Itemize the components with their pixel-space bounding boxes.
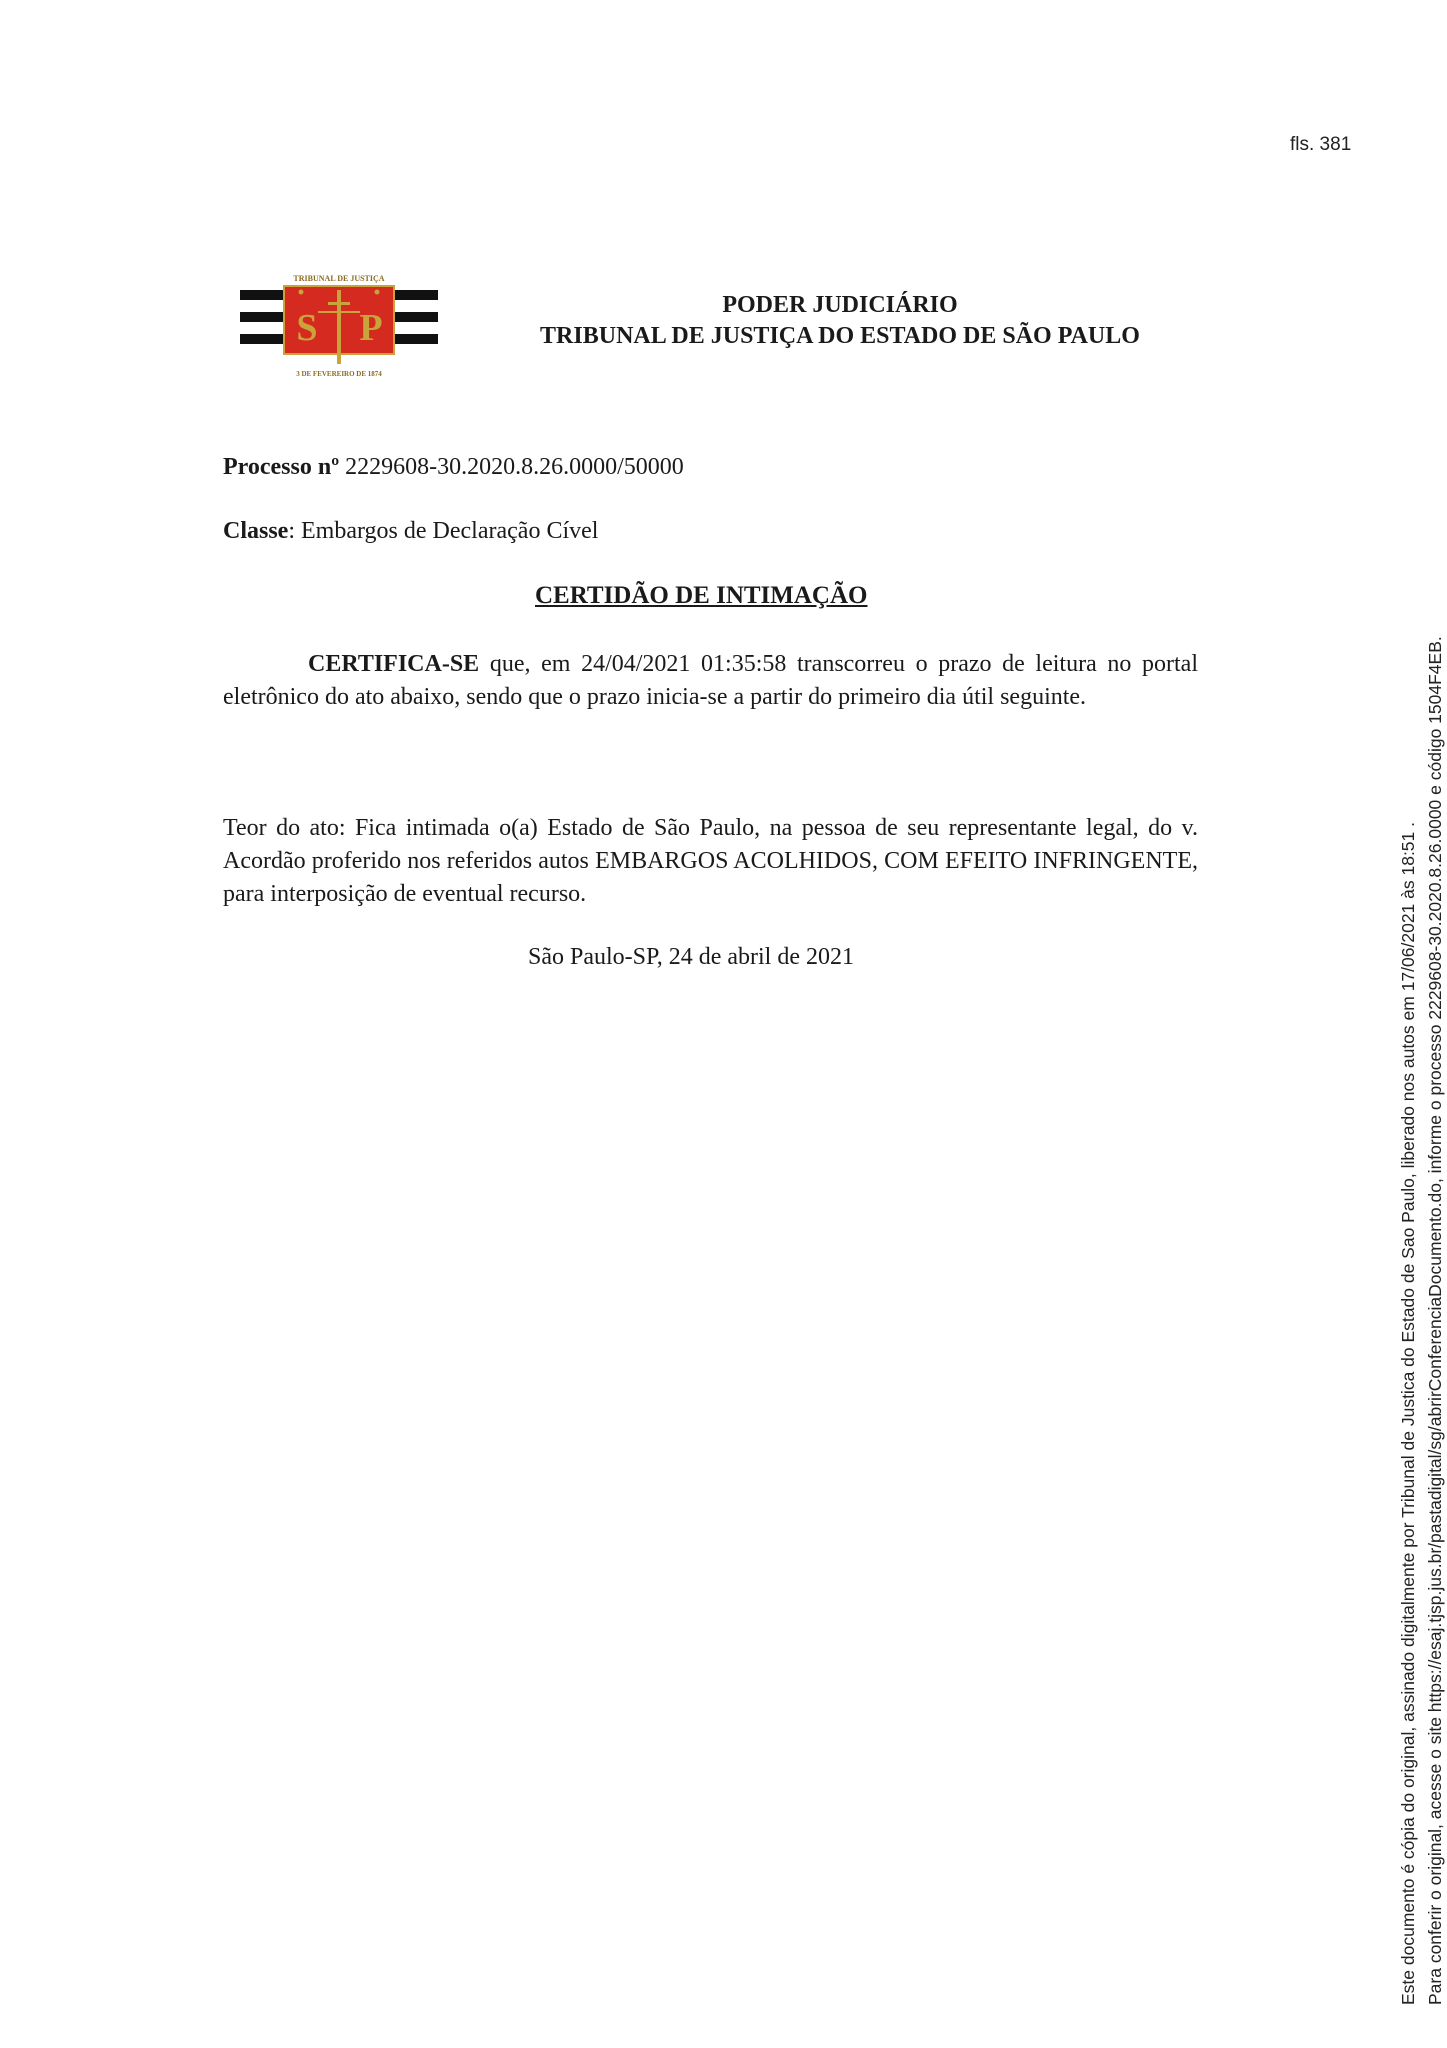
certifica-lead: CERTIFICA-SE	[308, 651, 480, 677]
logo-bottom-text: 3 DE FEVEREIRO DE 1874	[296, 370, 382, 378]
header-line-1: PODER JUDICIÁRIO	[722, 292, 958, 318]
document-header	[480, 290, 1200, 352]
classe-label: Classe	[223, 518, 289, 544]
page-number: fls. 381	[1290, 134, 1352, 155]
processo-value: 2229608-30.2020.8.26.0000/50000	[345, 454, 684, 480]
document-title: CERTIDÃO DE INTIMAÇÃO	[535, 582, 868, 609]
teor-paragraph: Teor do ato: Fica intimada o(a) Estado de São Paulo, na pessoa de seu representante legal, do v. Acordão proferido nos referidos autos EMBARGOS ACOLHIDOS, COM EFEITO INFRINGENTE, para interposição de eventual recurso.	[223, 815, 1198, 907]
side-note-line-2: Para conferir o original, acesse o site https://esaj.tjsp.jus.br/pastadigital/sg/abrirConferenciaDocumento.do, informe o processo 2229608-30.2020.8.26.0000 e código 1504F4EB.	[1425, 636, 1445, 2005]
tjsp-logo	[240, 272, 438, 380]
classe-value: : Embargos de Declaração Cível	[288, 518, 599, 544]
certifica-paragraph	[223, 648, 1198, 714]
digital-signature-note	[1395, 636, 1447, 2005]
processo-line	[223, 454, 684, 481]
logo-letter-p: P	[359, 307, 383, 349]
classe-line	[223, 518, 598, 545]
date-line: São Paulo-SP, 24 de abril de 2021	[528, 944, 854, 970]
processo-label: Processo nº	[223, 454, 340, 480]
logo-letter-s: S	[296, 307, 318, 349]
logo-top-text: TRIBUNAL DE JUSTIÇA	[293, 274, 385, 283]
certifica-text: que, em 24/04/2021 01:35:58 transcorreu o prazo de leitura no portal eletrônico do ato abaixo, sendo que o prazo inicia-se a partir do primeiro dia útil seguinte.	[223, 651, 1198, 710]
side-note-line-1: Este documento é cópia do original, assinado digitalmente por Tribunal de Justica do Estado de Sao Paulo, liberado nos autos em 17/06/2021 às 18:51 .	[1398, 821, 1418, 2005]
header-line-2: TRIBUNAL DE JUSTIÇA DO ESTADO DE SÃO PAULO	[540, 323, 1140, 349]
